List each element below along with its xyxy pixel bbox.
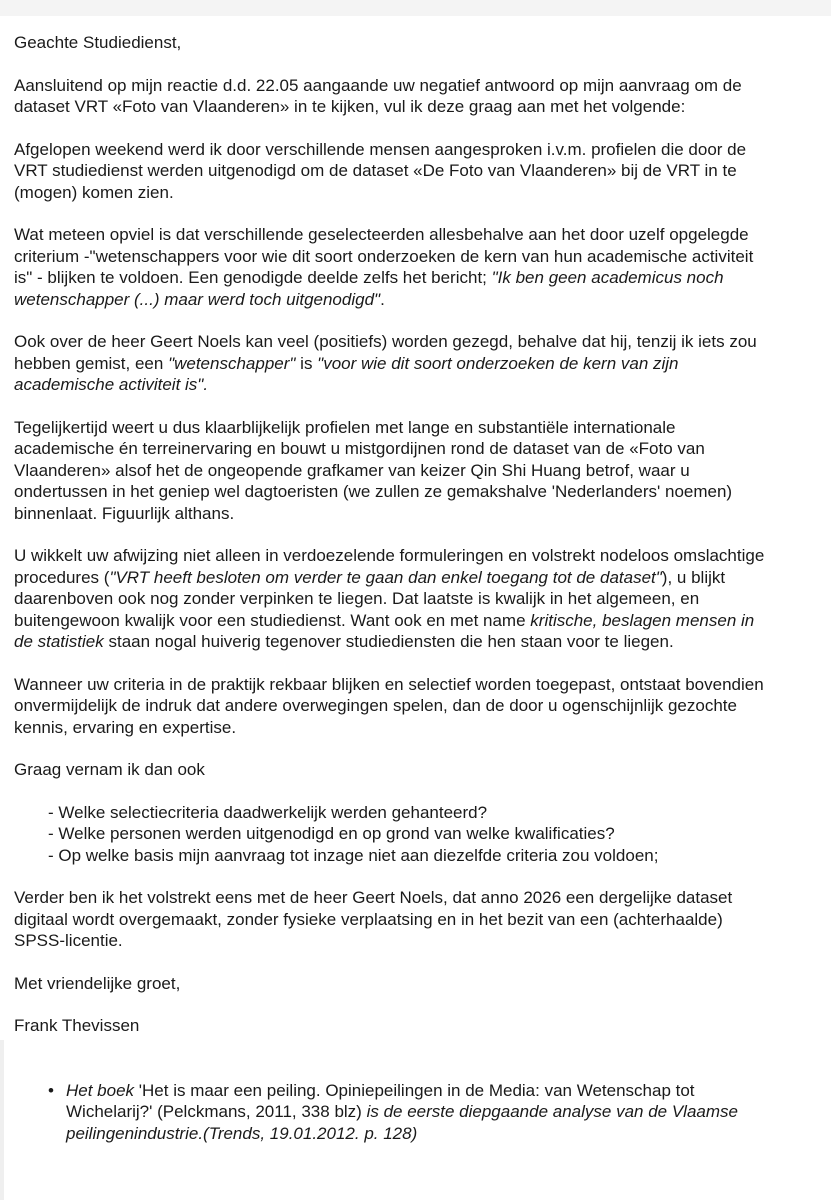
paragraph-response-reference: Aansluitend op mijn reactie d.d. 22.05 aangaande uw negatief antwoord op mijn aanvraag om de dataset VRT «Foto van Vlaanderen» in te kijken, vul ik deze graag aan met het volgende:	[14, 75, 742, 116]
paragraph-invited-profiles: Afgelopen weekend werd ik door verschillende mensen aangesproken i.v.m. profielen die door de VRT studiedienst werden uitgenodigd om de dataset «De Foto van Vlaanderen» bij de VRT in te (mogen) komen zien.	[14, 139, 747, 202]
footnote-item: • Het boek 'Het is maar een peiling. Opiniepeilingen in de Media: van Wetenschap tot Wichelarij?' (Pelckmans, 2011, 338 blz) is de eerste diepgaande analyse van de Vlaamse peilingenindustrie.(Trends, 19.01.2012. p. 128)	[48, 1080, 738, 1143]
paragraph-criteria-rekbaar: Wanneer uw criteria in de praktijk rekbaar blijken en selectief worden toegepast, ontstaat bovendien onvermijdelijk de indruk dat andere overwegingen spelen, dan de door u ogenschijnlijk gezochte kennis, ervaring en expertise.	[14, 674, 764, 737]
question-item: - Op welke basis mijn aanvraag tot inzage niet aan diezelfde criteria zou voldoen;	[48, 845, 659, 865]
signature: Frank Thevissen	[14, 1016, 140, 1035]
paragraph-spss: Verder ben ik het volstrekt eens met de heer Geert Noels, dat anno 2026 een dergelijke dataset digitaal wordt overgemaakt, zonder fysieke verplaatsing en in het bezit van een (achterhaalde) SPSS-licentie.	[14, 888, 733, 950]
paragraph-criterium: Wat meteen opviel is dat verschillende geselecteerden allesbehalve aan het door uzelf opgelegde criterium -"wetenschappers voor wie dit soort onderzoeken de kern van hun academische activiteit is" - blijken te voldoen. Een genodigde deelde zelfs het bericht; "Ik ben geen academicus noch wetenschapper (...) maar werd toch uitgenodigd".	[14, 225, 754, 309]
paragraph-graag-vernam: Graag vernam ik dan ook	[14, 760, 205, 779]
bullet-icon: •	[48, 1080, 54, 1100]
top-edge	[0, 0, 831, 16]
footnote-list	[14, 1080, 822, 1145]
left-edge	[0, 1040, 4, 1200]
paragraph-geert-noels: Ook over de heer Geert Noels kan veel (positiefs) worden gezegd, behalve dat hij, tenzij ik iets zou hebben gemist, een "wetenschapper" is "voor wie dit soort onderzoeken de kern van zijn academische activiteit is".	[14, 332, 757, 394]
salutation: Geachte Studiedienst,	[14, 33, 182, 52]
paragraph-mistgordijnen: Tegelijkertijd weert u dus klaarblijkelijk profielen met lange en substantiële internationale academische én terreinervaring en bouwt u mistgordijnen rond de dataset van de «Foto van Vlaanderen» alsof het de ongeopende grafkamer van keizer Qin Shi Huang betrof, waar u ondertussen in het geniep wel dagtoeristen (we zullen ze gemakshalve 'Nederlanders' noemen) binnenlaat. Figuurlijk althans.	[14, 417, 733, 523]
closing: Met vriendelijke groet,	[14, 973, 181, 993]
question-item: - Welke personen werden uitgenodigd en op grond van welke kwalificaties?	[48, 824, 615, 843]
question-item: - Welke selectiecriteria daadwerkelijk werden gehanteerd?	[48, 802, 488, 822]
question-list	[14, 802, 822, 867]
paragraph-afwijzing: U wikkelt uw afwijzing niet alleen in verdoezelende formuleringen en volstrekt nodeloos omslachtige procedures ("VRT heeft besloten om verder te gaan dan enkel toegang tot de dataset"), u blijkt daarenboven ook nog zonder verpinken te liegen. Dat laatste is kwalijk in het algemeen, en buitengewoon kwalijk voor een studiedienst. Want ook en met name kritische, beslagen mensen in de statistiek staan nogal huiverig tegenover studiediensten die hen staan voor te liegen.	[14, 546, 765, 651]
letter-document	[14, 32, 822, 1144]
